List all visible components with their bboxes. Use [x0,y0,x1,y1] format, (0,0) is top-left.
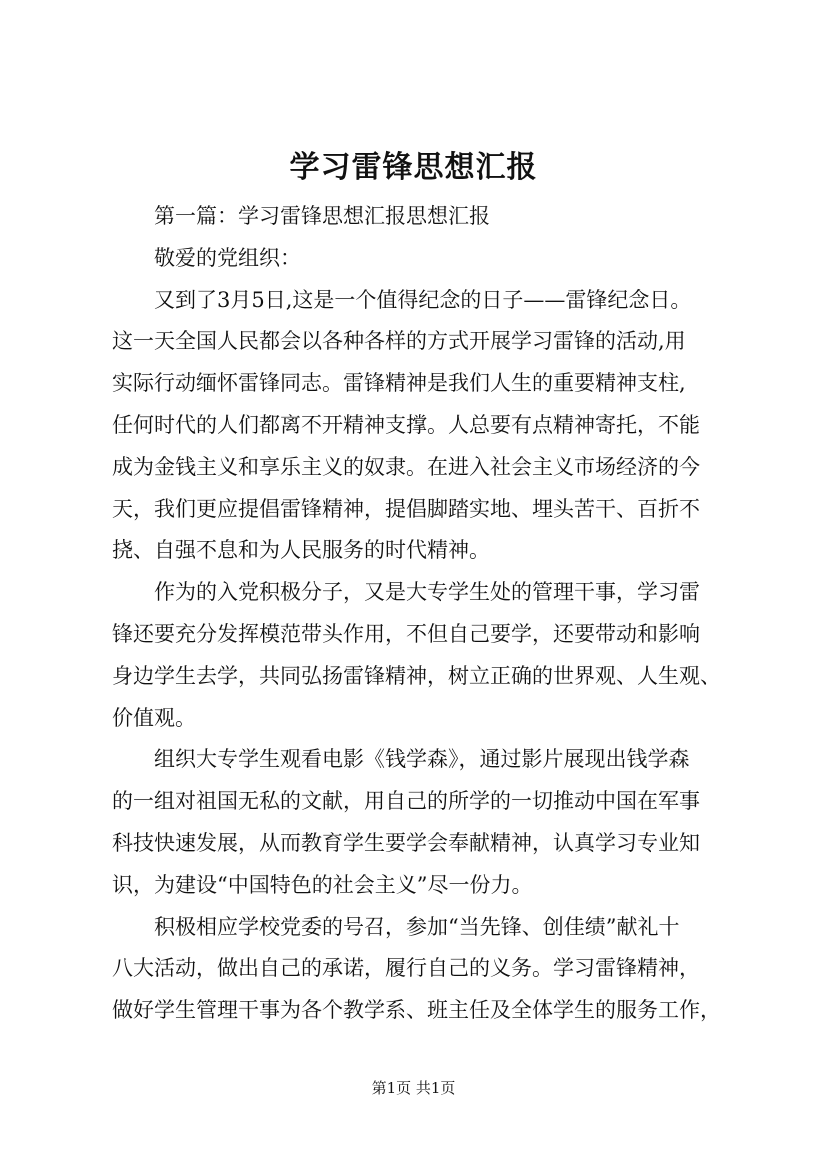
text-line: 作为的入党积极分子，又是大专学生处的管理干事，学习雷 [154,580,700,605]
text-line: 积极相应学校党委的号召，参加“当先锋、创佳绩”献礼十 [154,914,680,939]
text-line: 身边学生去学，共同弘扬雷锋精神，树立正确的世界观、人生观、 [112,663,721,688]
text-line: 价值观。 [112,705,196,730]
text-line: 组织大专学生观看电影《钱学森》，通过影片展现出钱学森 [154,747,690,772]
document-body [112,196,722,1032]
text-line: 科技快速发展，从而教育学生要学会奉献精神，认真学习专业知 [112,830,700,855]
text-line: 识，为建设“中国特色的社会主义”尽一份力。 [112,872,533,897]
text-line: 的一组对祖国无私的文献，用自己的所学的一切推动中国在军事 [112,789,700,814]
text-line: 挠、自强不息和为人民服务的时代精神。 [112,538,490,563]
text-line: 这一天全国人民都会以各种各样的方式开展学习雷锋的活动,用 [112,329,686,354]
document-title: 学习雷锋思想汇报 [289,150,538,185]
text-line: 天，我们更应提倡雷锋精神，提倡脚踏实地、埋头苦干、百折不 [112,496,700,521]
page-number-footer: 第1页 共1页 [371,1079,456,1097]
text-line: 成为金钱主义和享乐主义的奴隶。在进入社会主义市场经济的今 [112,454,700,479]
text-line: 实际行动缅怀雷锋同志。雷锋精神是我们人生的重要精神支柱, [112,371,686,396]
text-line: 又到了3月5日,这是一个值得纪念的日子——雷锋纪念日。 [154,287,692,312]
text-line: 任何时代的人们都离不开精神支撑。人总要有点精神寄托，不能 [112,412,700,437]
text-line: 做好学生管理干事为各个教学系、班主任及全体学生的服务工作， [112,998,721,1023]
text-line: 敬爱的党组织： [154,245,301,270]
text-line: 锋还要充分发挥模范带头作用，不但自己要学，还要带动和影响 [112,621,700,646]
text-line: 第一篇：学习雷锋思想汇报思想汇报 [154,204,490,228]
text-line: 八大活动，做出自己的承诺，履行自己的义务。学习雷锋精神， [112,956,700,981]
